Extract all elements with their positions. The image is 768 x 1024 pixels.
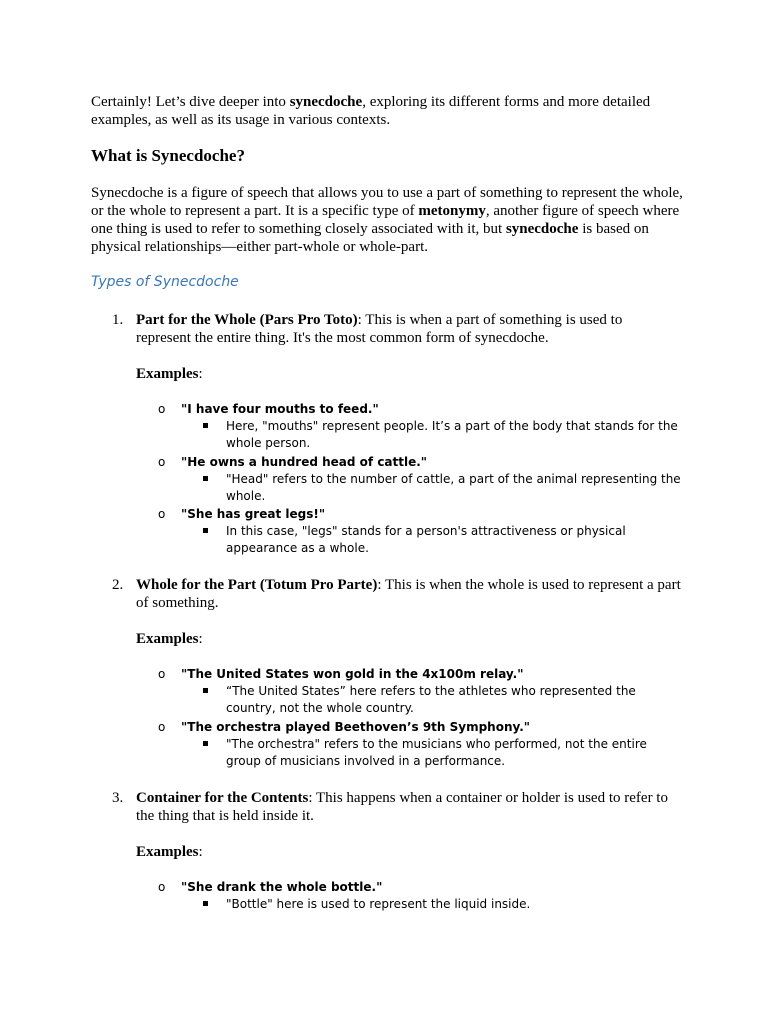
square-bullet-icon: [203, 476, 208, 481]
example-quote: "The orchestra played Beethoven’s 9th Symphony.": [181, 720, 531, 734]
type-number: 3.: [112, 790, 124, 806]
example-quote: "The United States won gold in the 4x100m relay.": [181, 667, 524, 681]
intro-paragraph: [91, 93, 691, 129]
type-desc: : This is when a part of something is used to represent the entire thing. It's the most common form of synecdoche.: [136, 312, 623, 346]
type-number: 1.: [112, 312, 124, 328]
definition-text-2: , another figure of speech where one thing is used to refer to something closely associated with it, but: [91, 203, 680, 237]
examples-label: Examples:: [136, 366, 203, 382]
example-explanation: Here, "mouths" represent people. It’s a part of the body that stands for the whole person.: [226, 419, 678, 450]
example-quote: "She drank the whole bottle.": [181, 880, 383, 894]
type-name: Part for the Whole (Pars Pro Toto): [136, 312, 358, 328]
type-description: [136, 311, 681, 347]
square-bullet-icon: [203, 423, 208, 428]
square-bullet-icon: [203, 688, 208, 693]
definition-bold-synecdoche: synecdoche: [505, 221, 579, 237]
example-explanation: "Bottle" here is used to represent the liquid inside.: [226, 897, 531, 911]
definition-text-3: is based on physical relationships—either part-whole or whole-part.: [91, 221, 649, 255]
intro-bold-term: synecdoche: [289, 94, 363, 110]
bullet-o-icon: o: [158, 507, 166, 521]
type-name: Whole for the Part (Totum Pro Parte): [136, 577, 378, 593]
bullet-o-icon: o: [158, 880, 166, 894]
definition-text-1: Synecdoche is a figure of speech that allows you to use a part of something to represent the whole, or the whole to represent a part. It is a specific type of: [91, 185, 683, 219]
example-quote: "I have four mouths to feed.": [181, 402, 379, 416]
type-desc: : This happens when a container or holder is used to refer to the thing that is held inside it.: [136, 790, 668, 824]
section-heading: What is Synecdoche?: [91, 146, 245, 165]
type-desc: : This is when the whole is used to represent a part of something.: [136, 577, 681, 611]
definition-paragraph: [91, 184, 691, 256]
types-subheading: Types of Synecdoche: [91, 274, 239, 290]
example-explanation: In this case, "legs" stands for a person's attractiveness or physical appearance as a whole.: [226, 524, 626, 555]
bullet-o-icon: o: [158, 667, 166, 681]
example-quote: "He owns a hundred head of cattle.": [181, 455, 428, 469]
square-bullet-icon: [203, 741, 208, 746]
example-explanation: “The United States” here refers to the athletes who represented the country, not the whole country.: [226, 684, 636, 715]
square-bullet-icon: [203, 901, 208, 906]
bullet-o-icon: o: [158, 402, 166, 416]
example-explanation: "Head" refers to the number of cattle, a part of the animal representing the whole.: [226, 472, 681, 503]
intro-text-end: , exploring its different forms and more detailed examples, as well as its usage in various contexts.: [91, 94, 651, 128]
type-description: [136, 576, 681, 612]
type-number: 2.: [112, 577, 124, 593]
examples-label: Examples:: [136, 844, 203, 860]
square-bullet-icon: [203, 528, 208, 533]
type-name: Container for the Contents: [136, 790, 309, 806]
type-description: [136, 789, 681, 825]
example-quote: "She has great legs!": [181, 507, 326, 521]
examples-label: Examples:: [136, 631, 203, 647]
intro-text-start: Certainly! Let’s dive deeper into: [91, 94, 290, 110]
example-explanation: "The orchestra" refers to the musicians who performed, not the entire group of musicians involved in a performance.: [226, 737, 647, 768]
definition-bold-metonymy: metonymy: [418, 203, 486, 219]
bullet-o-icon: o: [158, 455, 166, 469]
bullet-o-icon: o: [158, 720, 166, 734]
